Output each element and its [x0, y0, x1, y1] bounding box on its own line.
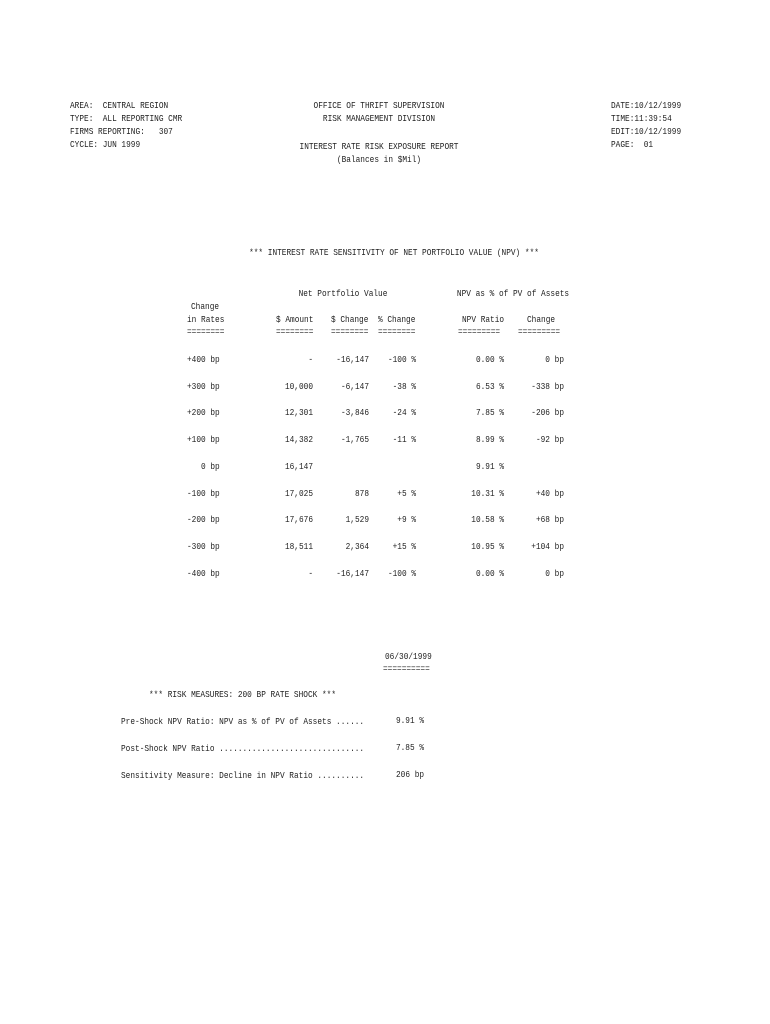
cell-rate-change: -100 bp	[187, 488, 220, 499]
risk-date-underline: ==========	[383, 663, 430, 674]
cell-amount: -	[308, 354, 313, 365]
risk-date: 06/30/1999	[385, 651, 432, 662]
agency-name: OFFICE OF THRIFT SUPERVISION	[313, 100, 445, 111]
cell-dollar-change: -6,147	[340, 381, 369, 392]
cell-amount: 17,676	[284, 514, 313, 525]
sensitivity-measure-value: 206 bp	[396, 769, 425, 780]
area-line: AREA: CENTRAL REGION	[70, 100, 169, 111]
cell-pct-change: -11 %	[392, 434, 416, 445]
col-header-ratio-change: Change	[527, 314, 556, 325]
post-shock-value: 7.85 %	[395, 742, 424, 753]
firms-reporting-line: FIRMS REPORTING: 307	[70, 126, 173, 137]
cell-ratio-change: +104 bp	[531, 541, 564, 552]
cell-npv-ratio: 9.91 %	[475, 461, 504, 472]
cell-amount: 17,025	[284, 488, 313, 499]
ratio-group-header: NPV as % of PV of Assets	[456, 288, 570, 299]
underline-dchange: ========	[331, 326, 369, 337]
cell-pct-change: +9 %	[397, 514, 416, 525]
cell-pct-change: -38 %	[392, 381, 416, 392]
report-subtitle: (Balances in $Mil)	[336, 154, 422, 165]
cell-dollar-change: -3,846	[340, 407, 369, 418]
cell-npv-ratio: 6.53 %	[475, 381, 504, 392]
underline-amount: ========	[276, 326, 314, 337]
cell-dollar-change: -1,765	[340, 434, 369, 445]
cell-dollar-change: 878	[354, 488, 369, 499]
cell-rate-change: -300 bp	[187, 541, 220, 552]
cell-rate-change: -200 bp	[187, 514, 220, 525]
col-header-pchange: % Change	[378, 314, 416, 325]
sensitivity-title: *** INTEREST RATE SENSITIVITY OF NET PORTFOLIO VALUE (NPV) ***	[249, 247, 539, 258]
underline-npv-ratio: =========	[458, 326, 501, 337]
col-header-change: Change	[191, 301, 220, 312]
risk-measures-title: *** RISK MEASURES: 200 BP RATE SHOCK ***	[149, 689, 336, 700]
cell-ratio-change: 0 bp	[545, 354, 564, 365]
underline-ratio-change: =========	[518, 326, 561, 337]
col-header-dchange: $ Change	[331, 314, 369, 325]
cell-npv-ratio: 8.99 %	[475, 434, 504, 445]
cell-ratio-change: -92 bp	[535, 434, 564, 445]
cell-ratio-change: -206 bp	[531, 407, 564, 418]
sensitivity-measure-label: Sensitivity Measure: Decline in NPV Ratio ..........	[121, 770, 365, 781]
cell-ratio-change: +68 bp	[535, 514, 564, 525]
col-header-npv-ratio: NPV Ratio	[462, 314, 505, 325]
edit-date: EDIT:10/12/1999	[611, 126, 682, 137]
cell-rate-change: -400 bp	[187, 568, 220, 579]
cell-amount: 16,147	[284, 461, 313, 472]
cell-dollar-change: -16,147	[336, 354, 369, 365]
cell-pct-change: -100 %	[387, 568, 416, 579]
cell-npv-ratio: 7.85 %	[475, 407, 504, 418]
cell-npv-ratio: 0.00 %	[475, 354, 504, 365]
cell-npv-ratio: 10.95 %	[471, 541, 504, 552]
type-line: TYPE: ALL REPORTING CMR	[70, 113, 183, 124]
cell-rate-change: +400 bp	[187, 354, 220, 365]
cell-pct-change: +15 %	[392, 541, 416, 552]
report-title: INTEREST RATE RISK EXPOSURE REPORT	[299, 141, 459, 152]
cell-pct-change: -100 %	[387, 354, 416, 365]
cell-rate-change: +100 bp	[187, 434, 220, 445]
underline-pchange: ========	[378, 326, 416, 337]
cell-npv-ratio: 10.58 %	[471, 514, 504, 525]
cell-amount: -	[308, 568, 313, 579]
division-name: RISK MANAGEMENT DIVISION	[322, 113, 436, 124]
cycle-line: CYCLE: JUN 1999	[70, 139, 141, 150]
cell-npv-ratio: 0.00 %	[475, 568, 504, 579]
col-header-amount: $ Amount	[276, 314, 314, 325]
cell-ratio-change: +40 bp	[535, 488, 564, 499]
cell-pct-change: -24 %	[392, 407, 416, 418]
report-date: DATE:10/12/1999	[611, 100, 682, 111]
pre-shock-label: Pre-Shock NPV Ratio: NPV as % of PV of Assets ......	[121, 716, 365, 727]
cell-dollar-change: -16,147	[336, 568, 369, 579]
cell-amount: 10,000	[284, 381, 313, 392]
col-header-in-rates: in Rates	[187, 314, 225, 325]
cell-dollar-change: 1,529	[345, 514, 369, 525]
npv-group-header: Net Portfolio Value	[298, 288, 388, 299]
cell-rate-change: +200 bp	[187, 407, 220, 418]
cell-npv-ratio: 10.31 %	[471, 488, 504, 499]
underline-change: ========	[187, 326, 225, 337]
cell-amount: 12,301	[284, 407, 313, 418]
cell-amount: 18,511	[284, 541, 313, 552]
cell-rate-change: 0 bp	[201, 461, 220, 472]
page-number: PAGE: 01	[611, 139, 654, 150]
cell-rate-change: +300 bp	[187, 381, 220, 392]
cell-pct-change: +5 %	[397, 488, 416, 499]
cell-dollar-change: 2,364	[345, 541, 369, 552]
cell-amount: 14,382	[284, 434, 313, 445]
cell-ratio-change: -338 bp	[531, 381, 564, 392]
report-time: TIME:11:39:54	[611, 113, 672, 124]
cell-ratio-change: 0 bp	[545, 568, 564, 579]
pre-shock-value: 9.91 %	[395, 715, 424, 726]
post-shock-label: Post-Shock NPV Ratio ...............................	[121, 743, 365, 754]
